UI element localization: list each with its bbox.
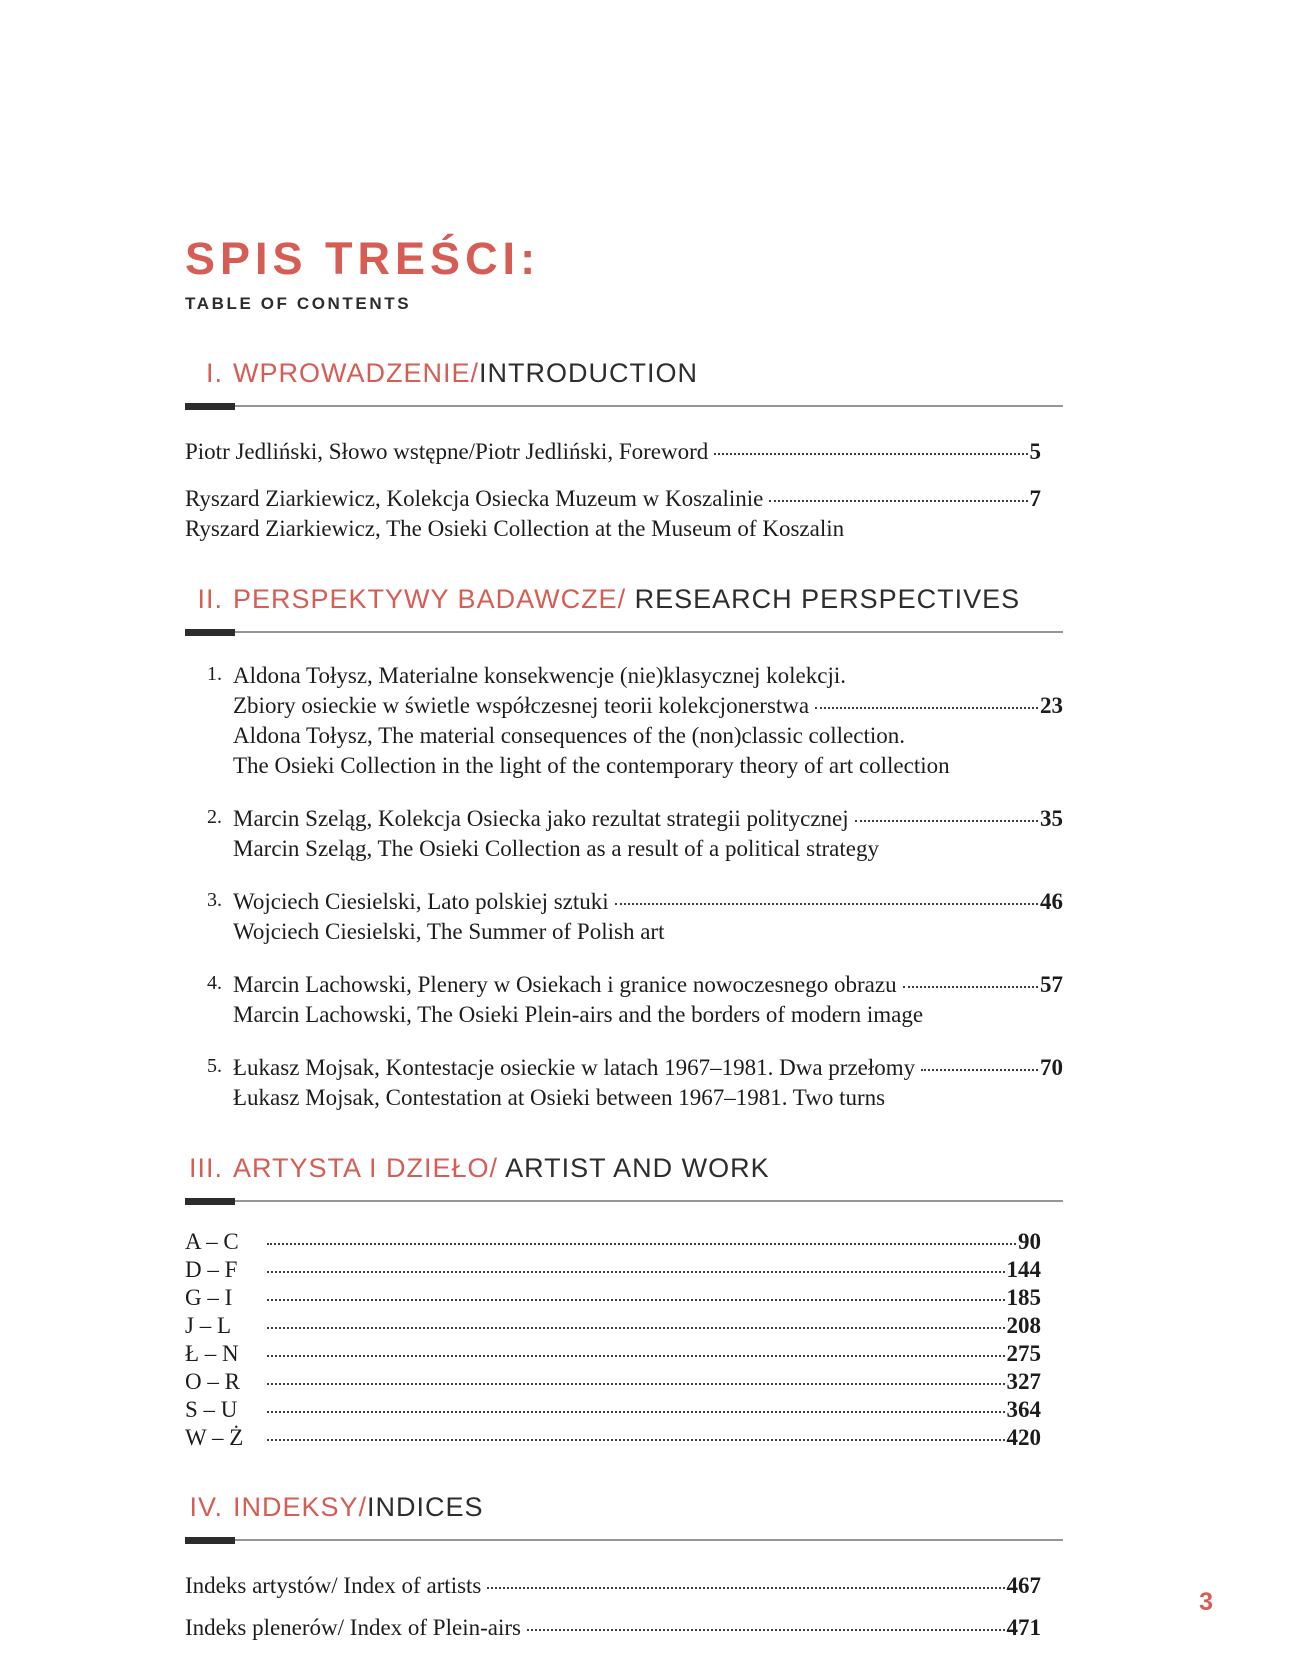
toc-numbered-entry: [185, 970, 1063, 1030]
range-label: A – C: [185, 1229, 239, 1255]
page-number: 57: [1040, 972, 1063, 998]
letter-range-row: [185, 1312, 1063, 1340]
page-number: 5: [1029, 439, 1041, 465]
entry-text: Łukasz Mojsak, Kontestacje osieckie w latach 1967–1981. Dwa przełomy: [233, 1055, 916, 1081]
section-title-pl: WPROWADZENIE/: [233, 358, 479, 388]
toc-entry-row: [185, 437, 1063, 467]
section-title-en: INTRODUCTION: [479, 358, 698, 388]
section-title-pl: INDEKSY/: [233, 1492, 368, 1523]
section-numeral: II.: [197, 584, 223, 615]
toc-entry-row: [233, 691, 1063, 721]
dot-leader: [855, 820, 1038, 822]
section-underline: [185, 405, 1063, 407]
page-subtitle: TABLE OF CONTENTS: [185, 294, 412, 313]
entry-text: Indeks plenerów/ Index of Plein-airs: [185, 1615, 521, 1641]
entry-number: 5.: [207, 1055, 222, 1078]
page-number: 46: [1040, 889, 1063, 915]
letter-range-row: [185, 1284, 1063, 1312]
section-heading-3: [185, 1153, 1063, 1184]
section-title-en: INDICES: [367, 1492, 484, 1523]
entry-text: Marcin Szeląg, Kolekcja Osiecka jako rezultat strategii politycznej: [233, 806, 849, 832]
page-number: 275: [1006, 1341, 1041, 1367]
entry-text: Ryszard Ziarkiewicz, Kolekcja Osiecka Muzeum w Koszalinie: [185, 486, 764, 512]
toc-entry-row: [233, 804, 1063, 834]
range-label: W – Ż: [185, 1425, 244, 1451]
section-introduction: [185, 358, 1063, 544]
dot-leader: [267, 1439, 1005, 1441]
letter-range-row: [185, 1340, 1063, 1368]
toc-entry-row: [185, 484, 1063, 514]
section-underline: [185, 631, 1063, 633]
page-number: 35: [1040, 806, 1063, 832]
toc-entry-row: [233, 970, 1063, 1000]
page-number: 208: [1006, 1313, 1041, 1339]
toc-entry-group: [185, 484, 1063, 544]
section-heading-2: [185, 584, 1063, 615]
dot-leader: [267, 1383, 1005, 1385]
entry-translation: Aldona Tołysz, The material consequences of the (non)classic collection.: [233, 723, 905, 749]
section-heading-1: [185, 358, 1063, 389]
section-underline: [185, 1539, 1063, 1541]
page-title: SPIS TREŚCI:: [185, 233, 541, 284]
toc-numbered-entry: [185, 1053, 1063, 1113]
toc-numbered-entry: [185, 887, 1063, 947]
entry-text: Piotr Jedliński, Słowo wstępne/Piotr Jedliński, Foreword: [185, 439, 709, 465]
entry-number: 4.: [207, 972, 222, 995]
dot-leader: [714, 453, 1027, 455]
dot-leader: [267, 1243, 1016, 1245]
entry-text: Aldona Tołysz, Materialne konsekwencje (nie)klasycznej kolekcji.: [233, 663, 847, 689]
toc-numbered-entry: [185, 804, 1063, 864]
toc-numbered-entry: [185, 661, 1063, 781]
range-label: S – U: [185, 1397, 238, 1423]
entry-translation: Łukasz Mojsak, Contestation at Osieki between 1967–1981. Two turns: [233, 1085, 886, 1111]
page-number: 7: [1029, 486, 1041, 512]
section-underline: [185, 1200, 1063, 1202]
section-title-pl: ARTYSTA I DZIEŁO/: [233, 1153, 499, 1184]
range-label: J – L: [185, 1313, 231, 1339]
section-numeral: III.: [188, 1153, 223, 1184]
range-label: Ł – N: [185, 1341, 239, 1367]
letter-range-row: [185, 1396, 1063, 1424]
letter-range-row: [185, 1368, 1063, 1396]
page-number: 420: [1006, 1425, 1041, 1451]
page-number: 144: [1006, 1257, 1041, 1283]
dot-leader: [267, 1327, 1005, 1329]
dot-leader: [267, 1271, 1005, 1273]
toc-entry-row: [233, 1053, 1063, 1083]
section-title-en: RESEARCH PERSPECTIVES: [626, 584, 1021, 615]
dot-leader: [815, 707, 1038, 709]
dot-leader: [527, 1629, 1005, 1631]
dot-leader: [267, 1411, 1005, 1413]
entry-translation: Ryszard Ziarkiewicz, The Osieki Collection at the Museum of Koszalin: [185, 516, 845, 542]
entry-number: 1.: [207, 663, 222, 686]
dot-leader: [903, 986, 1038, 988]
page-number: 23: [1040, 693, 1063, 719]
range-label: G – I: [185, 1285, 233, 1311]
dot-leader: [487, 1587, 1004, 1589]
toc-entry-row: [185, 1571, 1063, 1601]
entry-translation: Marcin Szeląg, The Osieki Collection as a result of a political strategy: [233, 836, 879, 862]
page-number: 185: [1006, 1285, 1041, 1311]
page-number: 467: [1006, 1573, 1041, 1599]
dot-leader: [921, 1069, 1038, 1071]
section-research-perspectives: [185, 584, 1063, 1113]
page-number: 364: [1006, 1397, 1041, 1423]
section-title-en: ARTIST AND WORK: [498, 1153, 770, 1184]
dot-leader: [769, 500, 1027, 502]
section-title-pl: PERSPEKTYWY BADAWCZE/: [233, 584, 627, 615]
letter-range-row: [185, 1228, 1063, 1256]
page-number: 471: [1006, 1615, 1041, 1641]
entry-translation: The Osieki Collection in the light of the contemporary theory of art collection: [233, 753, 950, 779]
section-numeral: IV.: [189, 1492, 223, 1523]
page-number: 90: [1018, 1229, 1041, 1255]
range-label: D – F: [185, 1257, 238, 1283]
toc-entry-row: [185, 1613, 1063, 1643]
entry-text: Marcin Lachowski, Plenery w Osiekach i granice nowoczesnego obrazu: [233, 972, 897, 998]
letter-range-row: [185, 1256, 1063, 1284]
dot-leader: [267, 1299, 1005, 1301]
dot-leader: [615, 903, 1038, 905]
section-heading-4: [185, 1492, 1063, 1523]
entry-number: 2.: [207, 806, 222, 829]
page-number: 70: [1040, 1055, 1063, 1081]
toc-entry-row: [233, 887, 1063, 917]
entry-text: Wojciech Ciesielski, Lato polskiej sztuki: [233, 889, 609, 915]
dot-leader: [267, 1355, 1005, 1357]
entry-translation: Marcin Lachowski, The Osieki Plein-airs and the borders of modern image: [233, 1002, 924, 1028]
section-numeral: I.: [205, 358, 223, 388]
entry-number: 3.: [207, 889, 222, 912]
section-artist-and-work: [185, 1153, 1063, 1452]
toc-page: [185, 233, 1063, 1643]
section-indices: [185, 1492, 1063, 1643]
page-number: 327: [1006, 1369, 1041, 1395]
letter-range-row: [185, 1424, 1063, 1452]
range-label: O – R: [185, 1369, 240, 1395]
entry-text: Indeks artystów/ Index of artists: [185, 1573, 482, 1599]
entry-text: Zbiory osieckie w świetle współczesnej teorii kolekcjonerstwa: [233, 693, 810, 719]
entry-translation: Wojciech Ciesielski, The Summer of Polish art: [233, 919, 665, 945]
folio-page-number: 3: [1199, 1588, 1214, 1616]
